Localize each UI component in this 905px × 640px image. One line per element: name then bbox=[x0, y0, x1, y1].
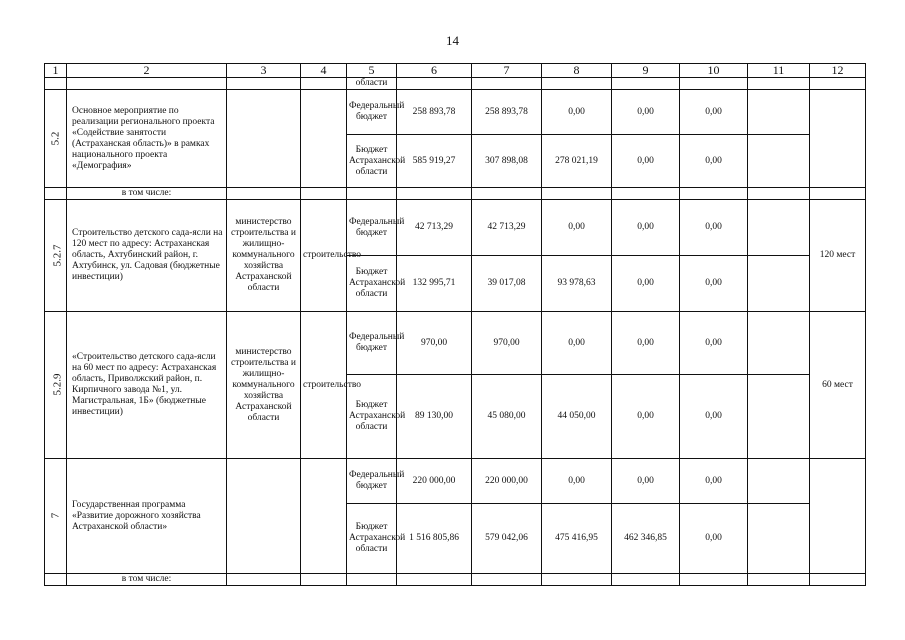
header-cell: 7 bbox=[472, 64, 542, 78]
table-row bbox=[45, 459, 866, 504]
value-cell: 0,00 bbox=[612, 135, 680, 188]
value-cell: 0,00 bbox=[612, 256, 680, 312]
row-type: строительство bbox=[301, 200, 347, 312]
value-cell: 0,00 bbox=[612, 459, 680, 504]
program-table bbox=[44, 63, 866, 586]
value-cell: 0,00 bbox=[612, 200, 680, 256]
table-row bbox=[45, 312, 866, 375]
value-cell: 0,00 bbox=[680, 504, 748, 574]
in-total-label: в том числе: bbox=[67, 574, 227, 586]
row-code: 5.2 bbox=[49, 131, 61, 145]
value-cell: 0,00 bbox=[612, 375, 680, 459]
row-name: Основное мероприятие по реализации регионального проекта «Содействие занятости (Астраханская область)» в рамках национального проекта «Демография» bbox=[67, 90, 227, 188]
value-cell: 132 995,71 bbox=[397, 256, 472, 312]
table-row bbox=[45, 200, 866, 256]
value-cell: 0,00 bbox=[542, 459, 612, 504]
value-cell: 42 713,29 bbox=[472, 200, 542, 256]
header-row bbox=[45, 64, 866, 78]
value-cell: 475 416,95 bbox=[542, 504, 612, 574]
value-cell: 0,00 bbox=[680, 90, 748, 135]
value-cell bbox=[748, 504, 810, 574]
value-cell: 0,00 bbox=[680, 312, 748, 375]
row-org bbox=[227, 459, 301, 574]
row-code: 5.2.7 bbox=[51, 244, 64, 266]
row-result bbox=[810, 90, 866, 188]
row-result bbox=[810, 459, 866, 574]
row-org: министерство строительства и жилищно-коммунального хозяйства Астраханской области bbox=[227, 200, 301, 312]
value-cell: 0,00 bbox=[680, 135, 748, 188]
value-cell: 278 021,19 bbox=[542, 135, 612, 188]
value-cell: 1 516 805,86 bbox=[397, 504, 472, 574]
header-cell: 1 bbox=[45, 64, 67, 78]
value-cell: 970,00 bbox=[472, 312, 542, 375]
row-result: 60 мест bbox=[810, 312, 866, 459]
source-cell: области bbox=[347, 78, 397, 90]
value-cell bbox=[748, 312, 810, 375]
row-code: 5.2.9 bbox=[51, 373, 64, 396]
header-cell: 9 bbox=[612, 64, 680, 78]
row-result: 120 мест bbox=[810, 200, 866, 312]
row-code: 7 bbox=[49, 512, 61, 519]
value-cell: 0,00 bbox=[542, 200, 612, 256]
value-cell bbox=[748, 375, 810, 459]
in-total-row bbox=[45, 188, 866, 200]
source-cell: Бюджет Астраханской области bbox=[347, 135, 397, 188]
page-number: 14 bbox=[446, 33, 459, 48]
value-cell bbox=[748, 200, 810, 256]
row-name: «Строительство детского сада-ясли на 60 мест по адресу: Астраханская область, Приволжский район, п. Кирпичного завода №1, ул. Магистральная, 1Б» (бюджетные инвестиции) bbox=[67, 312, 227, 459]
value-cell: 307 898,08 bbox=[472, 135, 542, 188]
header-cell: 2 bbox=[67, 64, 227, 78]
value-cell bbox=[748, 90, 810, 135]
value-cell: 0,00 bbox=[542, 90, 612, 135]
source-cell: Федеральный бюджет bbox=[347, 312, 397, 375]
value-cell: 93 978,63 bbox=[542, 256, 612, 312]
value-cell: 258 893,78 bbox=[472, 90, 542, 135]
value-cell: 0,00 bbox=[612, 90, 680, 135]
header-cell: 4 bbox=[301, 64, 347, 78]
value-cell: 42 713,29 bbox=[397, 200, 472, 256]
row-name: Государственная программа «Развитие дорожного хозяйства Астраханской области» bbox=[67, 459, 227, 574]
source-cell: Федеральный бюджет bbox=[347, 200, 397, 256]
source-cell: Федеральный бюджет bbox=[347, 459, 397, 504]
value-cell: 220 000,00 bbox=[397, 459, 472, 504]
source-cell: Бюджет Астраханской области bbox=[347, 375, 397, 459]
value-cell: 258 893,78 bbox=[397, 90, 472, 135]
row-type bbox=[301, 90, 347, 188]
value-cell: 45 080,00 bbox=[472, 375, 542, 459]
value-cell bbox=[748, 256, 810, 312]
in-total-label: в том числе: bbox=[67, 188, 227, 200]
value-cell: 44 050,00 bbox=[542, 375, 612, 459]
header-cell: 3 bbox=[227, 64, 301, 78]
header-cell: 6 bbox=[397, 64, 472, 78]
in-total-row bbox=[45, 574, 866, 586]
row-org: министерство строительства и жилищно-коммунального хозяйства Астраханской области bbox=[227, 312, 301, 459]
row-name: Строительство детского сада-ясли на 120 мест по адресу: Астраханская область, Ахтубинский район, г. Ахтубинск, ул. Садовая (бюджетные инвестиции) bbox=[67, 200, 227, 312]
table-row bbox=[45, 90, 866, 135]
continuation-row bbox=[45, 78, 866, 90]
row-type bbox=[301, 459, 347, 574]
header-cell: 11 bbox=[748, 64, 810, 78]
value-cell: 0,00 bbox=[680, 256, 748, 312]
header-cell: 12 bbox=[810, 64, 866, 78]
value-cell: 579 042,06 bbox=[472, 504, 542, 574]
value-cell: 970,00 bbox=[397, 312, 472, 375]
value-cell: 585 919,27 bbox=[397, 135, 472, 188]
value-cell: 220 000,00 bbox=[472, 459, 542, 504]
source-cell: Бюджет Астраханской области bbox=[347, 256, 397, 312]
value-cell bbox=[748, 135, 810, 188]
row-org bbox=[227, 90, 301, 188]
value-cell: 0,00 bbox=[680, 200, 748, 256]
source-cell: Федеральный бюджет bbox=[347, 90, 397, 135]
header-cell: 5 bbox=[347, 64, 397, 78]
value-cell: 89 130,00 bbox=[397, 375, 472, 459]
value-cell: 462 346,85 bbox=[612, 504, 680, 574]
value-cell bbox=[748, 459, 810, 504]
row-type: строительство bbox=[301, 312, 347, 459]
value-cell: 0,00 bbox=[680, 375, 748, 459]
value-cell: 0,00 bbox=[542, 312, 612, 375]
header-cell: 10 bbox=[680, 64, 748, 78]
source-cell: Бюджет Астраханской области bbox=[347, 504, 397, 574]
value-cell: 0,00 bbox=[612, 312, 680, 375]
header-cell: 8 bbox=[542, 64, 612, 78]
value-cell: 39 017,08 bbox=[472, 256, 542, 312]
value-cell: 0,00 bbox=[680, 459, 748, 504]
